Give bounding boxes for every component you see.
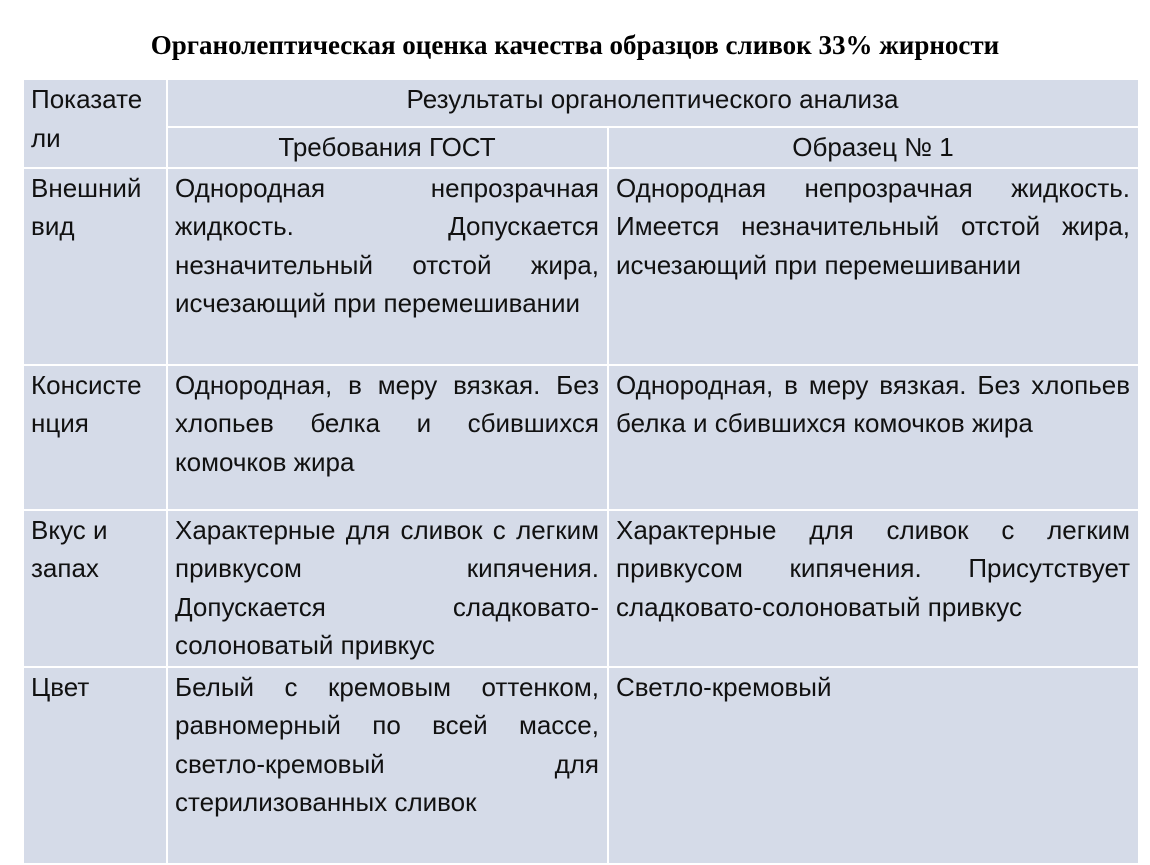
corner-header: Показате ли xyxy=(23,79,167,168)
header-row-columns xyxy=(23,127,1139,168)
page-title: Органолептическая оценка качества образцов сливок 33% жирности xyxy=(150,30,1000,60)
evaluation-table xyxy=(22,78,1140,865)
row-label: Внешний вид xyxy=(23,168,167,365)
gost-cell: Характерные для сливок с легким привкусом кипячения. Допускается сладковато-солоноватый привкус xyxy=(167,510,608,667)
row-label: Консисте нция xyxy=(23,365,167,510)
row-label: Цвет xyxy=(23,667,167,864)
gost-cell: Однородная непрозрачная жидкость. Допускается незначительный отстой жира, исчезающий при перемешивании xyxy=(167,168,608,365)
header-row-group xyxy=(23,79,1139,127)
sample-cell: Однородная, в меру вязкая. Без хлопьев белка и сбившихся комочков жира xyxy=(608,365,1139,510)
column-header-sample: Образец № 1 xyxy=(608,127,1139,168)
sample-cell: Однородная непрозрачная жидкость. Имеется незначительный отстой жира, исчезающий при перемешивании xyxy=(608,168,1139,365)
table-row-taste-smell xyxy=(23,510,1139,667)
gost-cell: Однородная, в меру вязкая. Без хлопьев белка и сбившихся комочков жира xyxy=(167,365,608,510)
sample-cell: Характерные для сливок с легким привкусом кипячения. Присутствует сладковато-солоноватый привкус xyxy=(608,510,1139,667)
gost-cell: Белый с кремовым оттенком, равномерный по всей массе, светло-кремовый для стерилизованных сливок xyxy=(167,667,608,864)
column-header-gost: Требования ГОСТ xyxy=(167,127,608,168)
row-label: Вкус и запах xyxy=(23,510,167,667)
sample-cell: Светло-кремовый xyxy=(608,667,1139,864)
table-row-appearance xyxy=(23,168,1139,365)
table-row-color xyxy=(23,667,1139,864)
group-header: Результаты органолептического анализа xyxy=(167,79,1139,127)
table-row-consistency xyxy=(23,365,1139,510)
